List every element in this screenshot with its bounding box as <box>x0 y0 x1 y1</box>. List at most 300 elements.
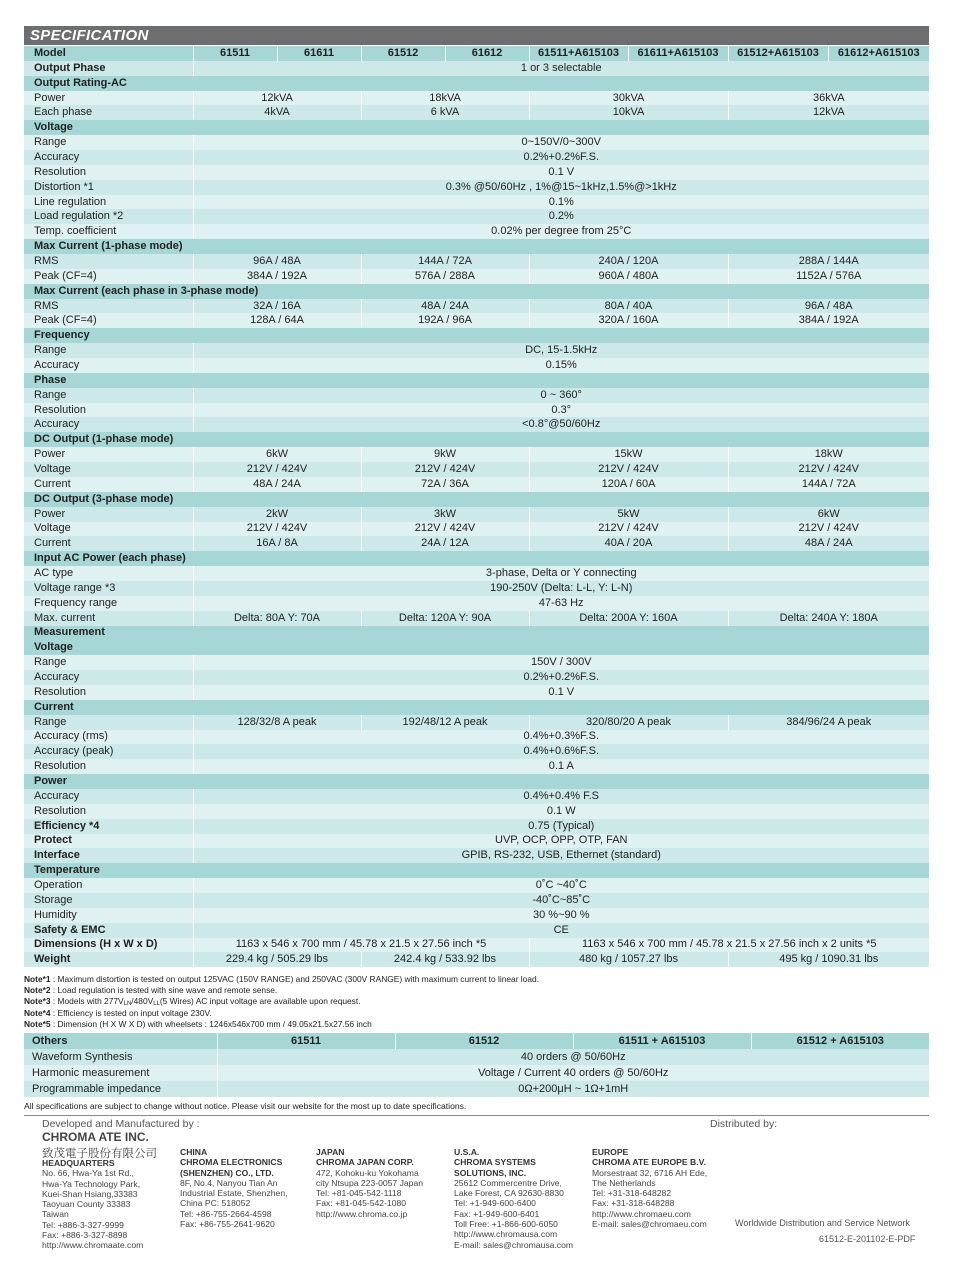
spec-row-label: Max Current (each phase in 3-phase mode) <box>24 284 929 299</box>
spec-value-cell: 0.1 V <box>193 165 929 180</box>
spec-value-cell: 32A / 16A <box>193 299 361 314</box>
spec-row <box>24 581 929 596</box>
spec-row-label: Peak (CF=4) <box>24 313 193 328</box>
spec-row <box>24 328 929 343</box>
spec-row-label: Temp. coefficient <box>24 224 193 239</box>
spec-row-label: Measurement <box>24 626 929 641</box>
spec-row <box>24 834 929 849</box>
spec-row <box>24 715 929 730</box>
spec-row-label: Accuracy <box>24 789 193 804</box>
network-label: Worldwide Distribution and Service Network <box>735 1218 910 1228</box>
spec-row <box>24 685 929 700</box>
office-heading: SOLUTIONS, INC. <box>454 1167 527 1178</box>
model-header-cell: 61511 <box>193 46 277 61</box>
spec-value-cell: 212V / 424V <box>529 522 728 537</box>
spec-value-cell: 120A / 60A <box>529 477 728 492</box>
spec-value-cell: 48A / 24A <box>361 299 529 314</box>
spec-value-cell: 3kW <box>361 507 529 522</box>
others-row-label: Harmonic measurement <box>24 1065 217 1081</box>
office-line: China PC: 518052 <box>180 1198 251 1209</box>
spec-row <box>24 596 929 611</box>
office-line: Hwa-Ya Technology Park, <box>42 1178 141 1189</box>
spec-row <box>24 492 929 507</box>
office-line: 25612 Commercentre Drive, <box>454 1177 562 1188</box>
spec-value-cell: 10kVA <box>529 105 728 120</box>
office-line: city Ntsupa 223-0057 Japan <box>316 1177 424 1188</box>
spec-value-cell: 384/96/24 A peak <box>728 715 929 730</box>
spec-row-label: Power <box>24 507 193 522</box>
spec-row <box>24 522 929 537</box>
office-address-block <box>42 1158 143 1251</box>
office-line: Taiwan <box>42 1209 69 1220</box>
spec-value-cell: UVP, OCP, OPP, OTP, FAN <box>193 834 929 849</box>
spec-row <box>24 388 929 403</box>
spec-row-label: Weight <box>24 952 193 967</box>
spec-value-cell: 0.4%+0.4% F.S <box>193 789 929 804</box>
spec-row <box>24 774 929 789</box>
spec-row <box>24 640 929 655</box>
spec-row-label: Current <box>24 477 193 492</box>
spec-value-cell: -40˚C~85˚C <box>193 893 929 908</box>
spec-row <box>24 343 929 358</box>
spec-row <box>24 120 929 135</box>
spec-row-label: Accuracy <box>24 417 193 432</box>
office-line: Tel: +31-318-648282 <box>592 1188 672 1199</box>
model-header-cell: 61512+A615103 <box>728 46 828 61</box>
spec-row <box>24 566 929 581</box>
footnotes <box>24 974 934 1030</box>
spec-row <box>24 299 929 314</box>
spec-value-cell: 18kVA <box>361 91 529 106</box>
spec-value-cell: Delta: 240A Y: 180A <box>728 611 929 626</box>
spec-row <box>24 105 929 120</box>
office-line: Industrial Estate, Shenzhen, <box>180 1188 288 1199</box>
spec-row <box>24 135 929 150</box>
spec-row-label: Power <box>24 774 929 789</box>
spec-value-cell: 4kVA <box>193 105 361 120</box>
spec-row-label: Range <box>24 135 193 150</box>
office-address-block <box>592 1147 707 1229</box>
spec-value-cell: 2kW <box>193 507 361 522</box>
spec-value-cell: 144A / 72A <box>361 254 529 269</box>
others-row-value: Voltage / Current 40 orders @ 50/60Hz <box>217 1065 929 1081</box>
spec-value-cell: 240A / 120A <box>529 254 728 269</box>
spec-row-label: Efficiency *4 <box>24 819 193 834</box>
spec-value-cell: 3-phase, Delta or Y connecting <box>193 566 929 581</box>
office-line: Fax: +81-045-542-1080 <box>316 1198 407 1209</box>
spec-value-cell: 0.4%+0.6%F.S. <box>193 744 929 759</box>
spec-row <box>24 536 929 551</box>
spec-row-label: DC Output (1-phase mode) <box>24 432 929 447</box>
office-address-block <box>316 1147 423 1219</box>
spec-value-cell: 48A / 24A <box>193 477 361 492</box>
spec-row <box>24 61 929 76</box>
spec-row-label: Current <box>24 536 193 551</box>
office-heading: CHINA <box>180 1147 208 1157</box>
spec-row-label: Resolution <box>24 759 193 774</box>
spec-row-label: Humidity <box>24 908 193 923</box>
model-header-cell: 61611 <box>277 46 361 61</box>
spec-value-cell: 0.1% <box>193 195 929 210</box>
spec-value-cell: 212V / 424V <box>193 462 361 477</box>
footer-divider <box>24 1115 929 1116</box>
spec-value-cell: 0.3° <box>193 403 929 418</box>
model-header-cell: 61512 <box>361 46 445 61</box>
office-line: E-mail: sales@chromausa.com <box>454 1239 574 1250</box>
spec-row-label: Accuracy <box>24 150 193 165</box>
document-id: 61512-E-201102-E-PDF <box>819 1234 916 1244</box>
office-line: Tel: +81-045-542-1118 <box>316 1188 402 1199</box>
spec-title: SPECIFICATION <box>30 27 149 44</box>
office-address-block <box>180 1147 288 1229</box>
spec-value-cell: 15kW <box>529 447 728 462</box>
spec-row-label: Load regulation *2 <box>24 209 193 224</box>
spec-row <box>24 269 929 284</box>
others-table <box>24 1033 929 1097</box>
spec-row <box>24 91 929 106</box>
spec-row-label: Output Rating-AC <box>24 76 929 91</box>
spec-row <box>24 908 929 923</box>
spec-value-cell: 1163 x 546 x 700 mm / 45.78 x 21.5 x 27.56 inch x 2 units *5 <box>529 938 929 953</box>
spec-row <box>24 952 929 967</box>
spec-row-label: Voltage <box>24 640 929 655</box>
spec-value-cell: 24A / 12A <box>361 536 529 551</box>
spec-row <box>24 744 929 759</box>
spec-value-cell: 128A / 64A <box>193 313 361 328</box>
office-line: Taoyuan County 33383 <box>42 1199 131 1210</box>
others-row <box>24 1049 929 1065</box>
spec-value-cell: 212V / 424V <box>193 522 361 537</box>
spec-row <box>24 655 929 670</box>
spec-row-label: AC type <box>24 566 193 581</box>
spec-value-cell: 320/80/20 A peak <box>529 715 728 730</box>
office-address-block <box>454 1147 573 1250</box>
spec-row <box>24 759 929 774</box>
others-header-cell: 61511 + A615103 <box>573 1033 751 1049</box>
spec-value-cell: 144A / 72A <box>728 477 929 492</box>
spec-row <box>24 819 929 834</box>
spec-value-cell: 6kW <box>728 507 929 522</box>
spec-row-label: Power <box>24 91 193 106</box>
model-header-cell: 61612+A615103 <box>828 46 929 61</box>
model-header-cell: 61611+A615103 <box>628 46 728 61</box>
spec-value-cell: 12kVA <box>193 91 361 106</box>
spec-value-cell: 9kW <box>361 447 529 462</box>
spec-value-cell: 192/48/12 A peak <box>361 715 529 730</box>
spec-row <box>24 165 929 180</box>
spec-row-label: Line regulation <box>24 195 193 210</box>
spec-row-label: Voltage <box>24 522 193 537</box>
spec-value-cell: 12kVA <box>728 105 929 120</box>
office-line: Fax: +86-755-2641-9620 <box>180 1219 275 1230</box>
spec-row-label: Voltage range *3 <box>24 581 193 596</box>
spec-value-cell: 480 kg / 1057.27 lbs <box>529 952 728 967</box>
spec-value-cell: 0.1 W <box>193 804 929 819</box>
office-heading: U.S.A. <box>454 1147 480 1157</box>
office-line: 472, Kohoku-ku Yokohama <box>316 1167 419 1178</box>
spec-row-label: Input AC Power (each phase) <box>24 551 929 566</box>
office-heading: CHROMA JAPAN CORP. <box>316 1157 414 1168</box>
model-header-cell: 61612 <box>445 46 529 61</box>
spec-value-cell: 0.1 A <box>193 759 929 774</box>
spec-row <box>24 150 929 165</box>
others-row-label: Waveform Synthesis <box>24 1049 217 1065</box>
spec-row-label: Resolution <box>24 804 193 819</box>
spec-value-cell: 212V / 424V <box>361 522 529 537</box>
spec-value-cell: 0 ~ 360° <box>193 388 929 403</box>
spec-value-cell: 30 %~90 % <box>193 908 929 923</box>
company-name: CHROMA ATE INC. <box>42 1130 149 1144</box>
spec-row <box>24 46 929 61</box>
office-heading: CHROMA ATE EUROPE B.V. <box>592 1157 706 1168</box>
spec-row <box>24 313 929 328</box>
spec-row-label: Peak (CF=4) <box>24 269 193 284</box>
company-name-cn: 致茂電子股份有限公司 <box>42 1148 157 1160</box>
spec-value-cell: 212V / 424V <box>728 522 929 537</box>
spec-value-cell: 0.15% <box>193 358 929 373</box>
spec-row-label: Safety & EMC <box>24 923 193 938</box>
spec-row-label: Interface <box>24 848 193 863</box>
spec-value-cell: 0.3% @50/60Hz , 1%@15~1kHz,1.5%@>1kHz <box>193 180 929 195</box>
spec-row-label: Accuracy (peak) <box>24 744 193 759</box>
spec-row <box>24 224 929 239</box>
office-line: Lake Forest, CA 92630-8830 <box>454 1188 564 1199</box>
office-line: Fax: +31-318-648288 <box>592 1198 675 1209</box>
others-header-row <box>24 1033 929 1049</box>
spec-row-label: DC Output (3-phase mode) <box>24 492 929 507</box>
spec-row <box>24 863 929 878</box>
spec-row <box>24 938 929 953</box>
spec-row-label: Resolution <box>24 403 193 418</box>
spec-row <box>24 730 929 745</box>
spec-value-cell: 96A / 48A <box>193 254 361 269</box>
spec-row-label: RMS <box>24 254 193 269</box>
spec-row-label: Power <box>24 447 193 462</box>
office-line: Morsestraat 32, 6716 AH Ede, <box>592 1167 708 1178</box>
spec-value-cell: 0.75 (Typical) <box>193 819 929 834</box>
spec-row <box>24 477 929 492</box>
spec-row-label: Distortion *1 <box>24 180 193 195</box>
spec-value-cell: Delta: 120A Y: 90A <box>361 611 529 626</box>
office-line: Fax: +1-949-600-6401 <box>454 1208 540 1219</box>
spec-row-label: Max. current <box>24 611 193 626</box>
spec-value-cell: 212V / 424V <box>728 462 929 477</box>
office-line: http://www.chromaeu.com <box>592 1208 691 1219</box>
spec-row-label: Operation <box>24 878 193 893</box>
spec-row-label: RMS <box>24 299 193 314</box>
note-2: Note*2 : Load regulation is tested with sine wave and remote sense. <box>24 985 278 996</box>
spec-row-label: Temperature <box>24 863 929 878</box>
spec-value-cell: 576A / 288A <box>361 269 529 284</box>
spec-value-cell: 288A / 144A <box>728 254 929 269</box>
spec-row <box>24 804 929 819</box>
others-row <box>24 1081 929 1097</box>
spec-row <box>24 373 929 388</box>
spec-value-cell: 0.4%+0.3%F.S. <box>193 730 929 745</box>
office-line: Tel: +886-3-327-9999 <box>42 1219 124 1230</box>
spec-row <box>24 284 929 299</box>
spec-row-label: Current <box>24 700 929 715</box>
distributed-by-label: Distributed by: <box>710 1118 778 1130</box>
office-line: Kuei-Shan Hsiang,33383 <box>42 1188 138 1199</box>
spec-row-label: Frequency <box>24 328 929 343</box>
spec-row-label: Model <box>24 46 193 61</box>
spec-value-cell: 30kVA <box>529 91 728 106</box>
spec-row-label: Accuracy (rms) <box>24 730 193 745</box>
spec-row-label: Voltage <box>24 120 929 135</box>
office-line: http://www.chromausa.com <box>454 1229 558 1240</box>
disclaimer: All specifications are subject to change without notice. Please visit our website for the most up to date specifications. <box>24 1101 467 1111</box>
spec-row <box>24 848 929 863</box>
spec-row-label: Resolution <box>24 165 193 180</box>
note-4: Note*4 : Efficiency is tested on input voltage 230V. <box>24 1007 212 1018</box>
spec-row <box>24 893 929 908</box>
spec-row <box>24 878 929 893</box>
spec-row-label: Resolution <box>24 685 193 700</box>
office-line: No. 66, Hwa-Ya 1st Rd., <box>42 1168 135 1179</box>
spec-value-cell: 150V / 300V <box>193 655 929 670</box>
spec-row <box>24 403 929 418</box>
spec-row <box>24 254 929 269</box>
spec-value-cell: Delta: 80A Y: 70A <box>193 611 361 626</box>
spec-row-label: Max Current (1-phase mode) <box>24 239 929 254</box>
note-5: Note*5 : Dimension (H X W X D) with wheelsets : 1246x546x700 mm / 49.05x21.5x27.56 inch <box>24 1018 372 1029</box>
office-line: E-mail: sales@chromaeu.com <box>592 1219 707 1230</box>
spec-value-cell: 6kW <box>193 447 361 462</box>
spec-row <box>24 700 929 715</box>
office-line: Tel: +1-949-600-6400 <box>454 1198 536 1209</box>
office-heading: JAPAN <box>316 1147 345 1157</box>
office-heading: (SHENZHEN) CO., LTD. <box>180 1167 274 1178</box>
spec-row <box>24 239 929 254</box>
others-header-cell: 61512 + A615103 <box>751 1033 929 1049</box>
spec-value-cell: 36kVA <box>728 91 929 106</box>
spec-row-label: Range <box>24 655 193 670</box>
office-line: Toll Free: +1-866-600-6050 <box>454 1219 558 1230</box>
spec-row <box>24 432 929 447</box>
spec-row-label: Range <box>24 343 193 358</box>
spec-row-label: Each phase <box>24 105 193 120</box>
spec-value-cell: 384A / 192A <box>193 269 361 284</box>
spec-value-cell: 48A / 24A <box>728 536 929 551</box>
model-header-cell: 61511+A615103 <box>529 46 628 61</box>
spec-value-cell: CE <box>193 923 929 938</box>
spec-value-cell: DC, 15-1.5kHz <box>193 343 929 358</box>
spec-row-label: Voltage <box>24 462 193 477</box>
spec-row <box>24 789 929 804</box>
spec-table <box>24 46 929 967</box>
spec-row <box>24 358 929 373</box>
spec-value-cell: GPIB, RS-232, USB, Ethernet (standard) <box>193 848 929 863</box>
others-row <box>24 1065 929 1081</box>
spec-value-cell: Delta: 200A Y: 160A <box>529 611 728 626</box>
spec-row-label: Protect <box>24 834 193 849</box>
spec-row <box>24 551 929 566</box>
spec-row <box>24 462 929 477</box>
spec-row-label: Storage <box>24 893 193 908</box>
spec-header-bar <box>24 26 929 45</box>
office-heading: HEADQUARTERS <box>42 1158 115 1168</box>
spec-value-cell: 1152A / 576A <box>728 269 929 284</box>
spec-row <box>24 447 929 462</box>
spec-value-cell: 5kW <box>529 507 728 522</box>
office-line: Fax: +886-3-327-8898 <box>42 1230 128 1241</box>
spec-value-cell: 0.2% <box>193 209 929 224</box>
office-line: Tel: +86-755-2664-4598 <box>180 1208 272 1219</box>
office-heading: CHROMA SYSTEMS <box>454 1157 536 1168</box>
spec-value-cell: 212V / 424V <box>361 462 529 477</box>
spec-value-cell: 128/32/8 A peak <box>193 715 361 730</box>
spec-value-cell: 72A / 36A <box>361 477 529 492</box>
spec-row <box>24 180 929 195</box>
others-header-cell: 61511 <box>217 1033 395 1049</box>
spec-row <box>24 76 929 91</box>
spec-value-cell: 0.2%+0.2%F.S. <box>193 670 929 685</box>
office-line: The Netherlands <box>592 1177 656 1188</box>
others-row-value: 40 orders @ 50/60Hz <box>217 1049 929 1065</box>
spec-row <box>24 923 929 938</box>
spec-row-label: Output Phase <box>24 61 193 76</box>
spec-row <box>24 670 929 685</box>
spec-row-label: Accuracy <box>24 358 193 373</box>
spec-value-cell: 0~150V/0~300V <box>193 135 929 150</box>
spec-row <box>24 507 929 522</box>
spec-value-cell: 190-250V (Delta: L-L, Y: L-N) <box>193 581 929 596</box>
spec-row-label: Phase <box>24 373 929 388</box>
others-row-label: Programmable impedance <box>24 1081 217 1097</box>
note-3: Note*3 : Models with $277V_{LN}/480V_{LL}(5$ Wires) AC input voltage are available upon request. <box>24 996 361 1008</box>
spec-value-cell: 6 kVA <box>361 105 529 120</box>
spec-value-cell: 495 kg / 1090.31 lbs <box>728 952 929 967</box>
spec-row-label: Frequency range <box>24 596 193 611</box>
spec-row <box>24 195 929 210</box>
developed-by-label: Developed and Manufactured by : <box>42 1118 200 1130</box>
spec-value-cell: 229.4 kg / 505.29 lbs <box>193 952 361 967</box>
spec-value-cell: 242.4 kg / 533.92 lbs <box>361 952 529 967</box>
spec-row <box>24 417 929 432</box>
spec-value-cell: 320A / 160A <box>529 313 728 328</box>
spec-row <box>24 611 929 626</box>
spec-value-cell: 47-63 Hz <box>193 596 929 611</box>
note-1: Note*1 : Maximum distortion is tested on output 125VAC (150V RANGE) and 250VAC (300V RANGE) with maximum current to linear load. <box>24 974 539 984</box>
spec-value-cell: 80A / 40A <box>529 299 728 314</box>
spec-value-cell: 0.02% per degree from 25°C <box>193 224 929 239</box>
spec-value-cell: 192A / 96A <box>361 313 529 328</box>
office-heading: EUROPE <box>592 1147 629 1157</box>
spec-value-cell: 960A / 480A <box>529 269 728 284</box>
spec-value-cell: <0.8°@50/60Hz <box>193 417 929 432</box>
spec-row-label: Accuracy <box>24 670 193 685</box>
spec-value-cell: 212V / 424V <box>529 462 728 477</box>
office-line: http://www.chromaate.com <box>42 1240 144 1251</box>
spec-value-cell: 1163 x 546 x 700 mm / 45.78 x 21.5 x 27.56 inch *5 <box>193 938 529 953</box>
office-heading: CHROMA ELECTRONICS <box>180 1157 283 1168</box>
others-row-value: 0Ω+200μH ~ 1Ω+1mH <box>217 1081 929 1097</box>
spec-value-cell: 0.2%+0.2%F.S. <box>193 150 929 165</box>
spec-value-cell: 1 or 3 selectable <box>193 61 929 76</box>
spec-row-label: Range <box>24 388 193 403</box>
spec-value-cell: 40A / 20A <box>529 536 728 551</box>
spec-row <box>24 626 929 641</box>
spec-value-cell: 384A / 192A <box>728 313 929 328</box>
spec-value-cell: 18kW <box>728 447 929 462</box>
others-header-cell: Others <box>24 1033 217 1049</box>
spec-row-label: Dimensions (H x W x D) <box>24 938 193 953</box>
office-line: 8F, No.4, Nanyou Tian An <box>180 1177 278 1188</box>
spec-value-cell: 0.1 V <box>193 685 929 700</box>
spec-value-cell: 0˚C ~40˚C <box>193 878 929 893</box>
spec-row <box>24 209 929 224</box>
